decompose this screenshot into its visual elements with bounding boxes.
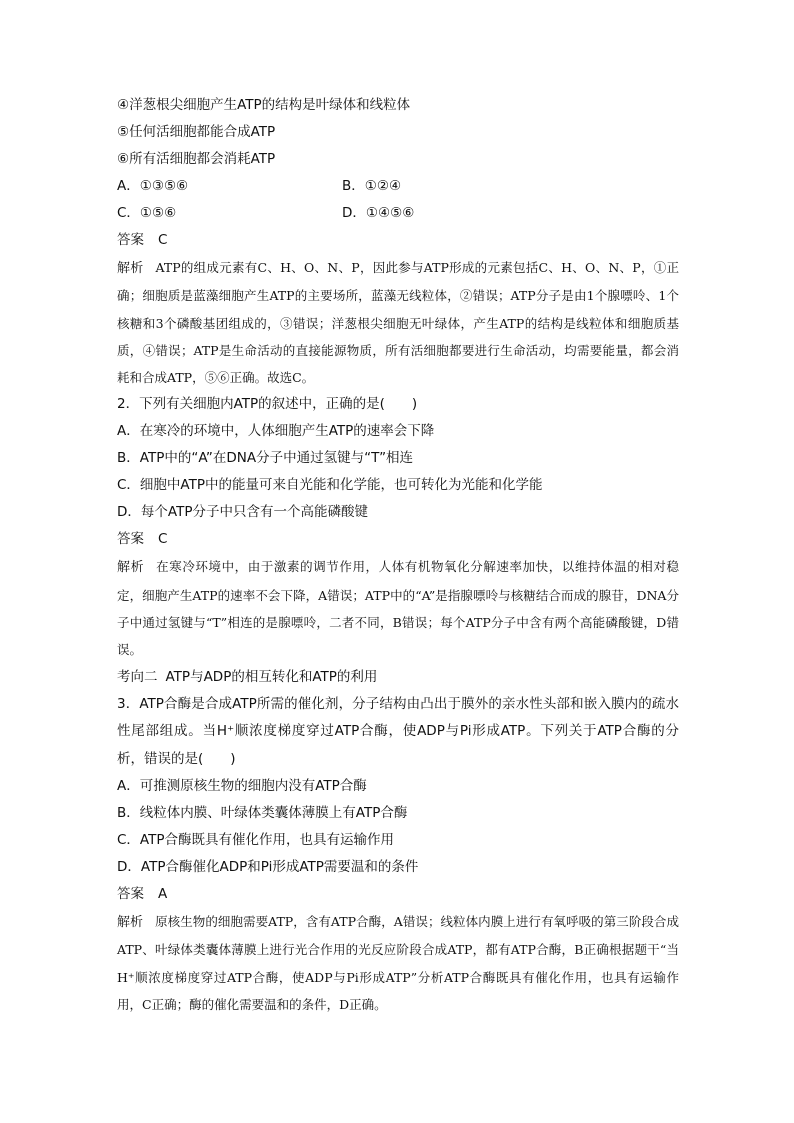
q3-stem: 3．ATP合酶是合成ATP所需的催化剂，分子结构由凸出于膜外的亲水性头部和嵌入膜内的疏水性尾部组成。当H⁺顺浓度梯度穿过ATP合酶，使ADP与Pi形成ATP。下列关于ATP合酶的分析，错误的是( ) — [117, 695, 679, 767]
answer-label: 答案 — [117, 531, 144, 548]
q1-explanation — [117, 254, 679, 391]
q2-stem: 2．下列有关细胞内ATP的叙述中，正确的是( ) — [117, 396, 418, 413]
answer-value: A — [158, 886, 168, 903]
section-heading — [117, 664, 679, 691]
answer-value: C — [158, 531, 168, 548]
q2-answer — [117, 526, 679, 553]
q1-item-4: ④洋葱根尖细胞产生ATP的结构是叶绿体和线粒体 — [117, 97, 411, 113]
q3-explanation — [117, 908, 679, 1018]
q2-option-b: B．ATP中的“A”在DNA分子中通过氢键与“T”相连 — [117, 450, 414, 467]
q1-option-d: D．①④⑤⑥ — [342, 205, 415, 221]
q3-option-a: A．可推测原核生物的细胞内没有ATP合酶 — [117, 778, 367, 795]
answer-label: 答案 — [117, 886, 144, 903]
q1-item-5: ⑤任何活细胞都能合成ATP — [117, 124, 276, 140]
q1-option-a: A．①③⑤⑥ — [117, 178, 189, 194]
q3-option-b: B．线粒体内膜、叶绿体类囊体薄膜上有ATP合酶 — [117, 805, 408, 822]
q1-answer — [117, 227, 679, 254]
q3-answer — [117, 881, 679, 908]
q2-option-d: D．每个ATP分子中只含有一个高能磷酸键 — [117, 504, 368, 521]
q2-option-a: A．在寒冷的环境中，人体细胞产生ATP的速率会下降 — [117, 423, 435, 440]
answer-label: 答案 — [117, 232, 144, 248]
q2-explanation — [117, 553, 679, 663]
answer-value: C — [158, 232, 168, 248]
q3-option-d: D．ATP合酶催化ADP和Pi形成ATP需要温和的条件 — [117, 859, 419, 876]
explanation-text: ATP的组成元素有C、H、O、N、P，因此参与ATP形成的元素包括C、H、O、N、P，①正确；细胞质是蓝藻细胞产生ATP的主要场所，蓝藻无线粒体，②错误；ATP分子是由1个腺嘌呤、1个核糖和3个磷酸基团组成的，③错误；洋葱根尖细胞无叶绿体，产生ATP的结构是线粒体和细胞质基质，④错误；ATP是生命活动的直接能源物质，所有活细胞都要进行生命活动，均需要能量，都会消耗和合成ATP，⑤⑥正确。故选C。 — [117, 260, 679, 386]
section-label: 考向二 — [117, 668, 158, 685]
explanation-text: 在寒冷环境中，由于激素的调节作用，人体有机物氧化分解速率加快，以维持体温的相对稳定，细胞产生ATP的速率不会下降，A错误；ATP中的“A”是指腺嘌呤与核糖结合而成的腺苷，DNA分子中通过氢键与“T”相连的是腺嘌呤，二者不同，B错误；每个ATP分子中含有两个高能磷酸键，D错误。 — [117, 559, 679, 658]
section-title: ATP与ADP的相互转化和ATP的利用 — [165, 668, 378, 685]
explanation-label: 解析 — [117, 560, 145, 576]
q1-options-row-2 — [117, 200, 679, 227]
q3-option-c: C．ATP合酶既具有催化作用，也具有运输作用 — [117, 832, 394, 849]
q1-option-c: C．①⑤⑥ — [117, 205, 177, 221]
explanation-text: 原核生物的细胞需要ATP，含有ATP合酶，A错误；线粒体内膜上进行有氧呼吸的第三阶段合成ATP、叶绿体类囊体薄膜上进行光合作用的光反应阶段合成ATP，都有ATP合酶，B正确根据题干“当H⁺顺浓度梯度穿过ATP合酶，使ADP与Pi形成ATP”分析ATP合酶既具有催化作用，也具有运输作用，C正确；酶的催化需要温和的条件，D正确。 — [117, 914, 679, 1013]
q2-option-c: C．细胞中ATP中的能量可来自光能和化学能，也可转化为光能和化学能 — [117, 477, 543, 494]
q1-item-6: ⑥所有活细胞都会消耗ATP — [117, 151, 276, 167]
document-page — [117, 92, 679, 1018]
q1-option-b: B．①②④ — [342, 178, 402, 194]
explanation-label: 解析 — [117, 915, 144, 931]
q1-options-row-1 — [117, 173, 679, 200]
explanation-label: 解析 — [117, 261, 144, 276]
